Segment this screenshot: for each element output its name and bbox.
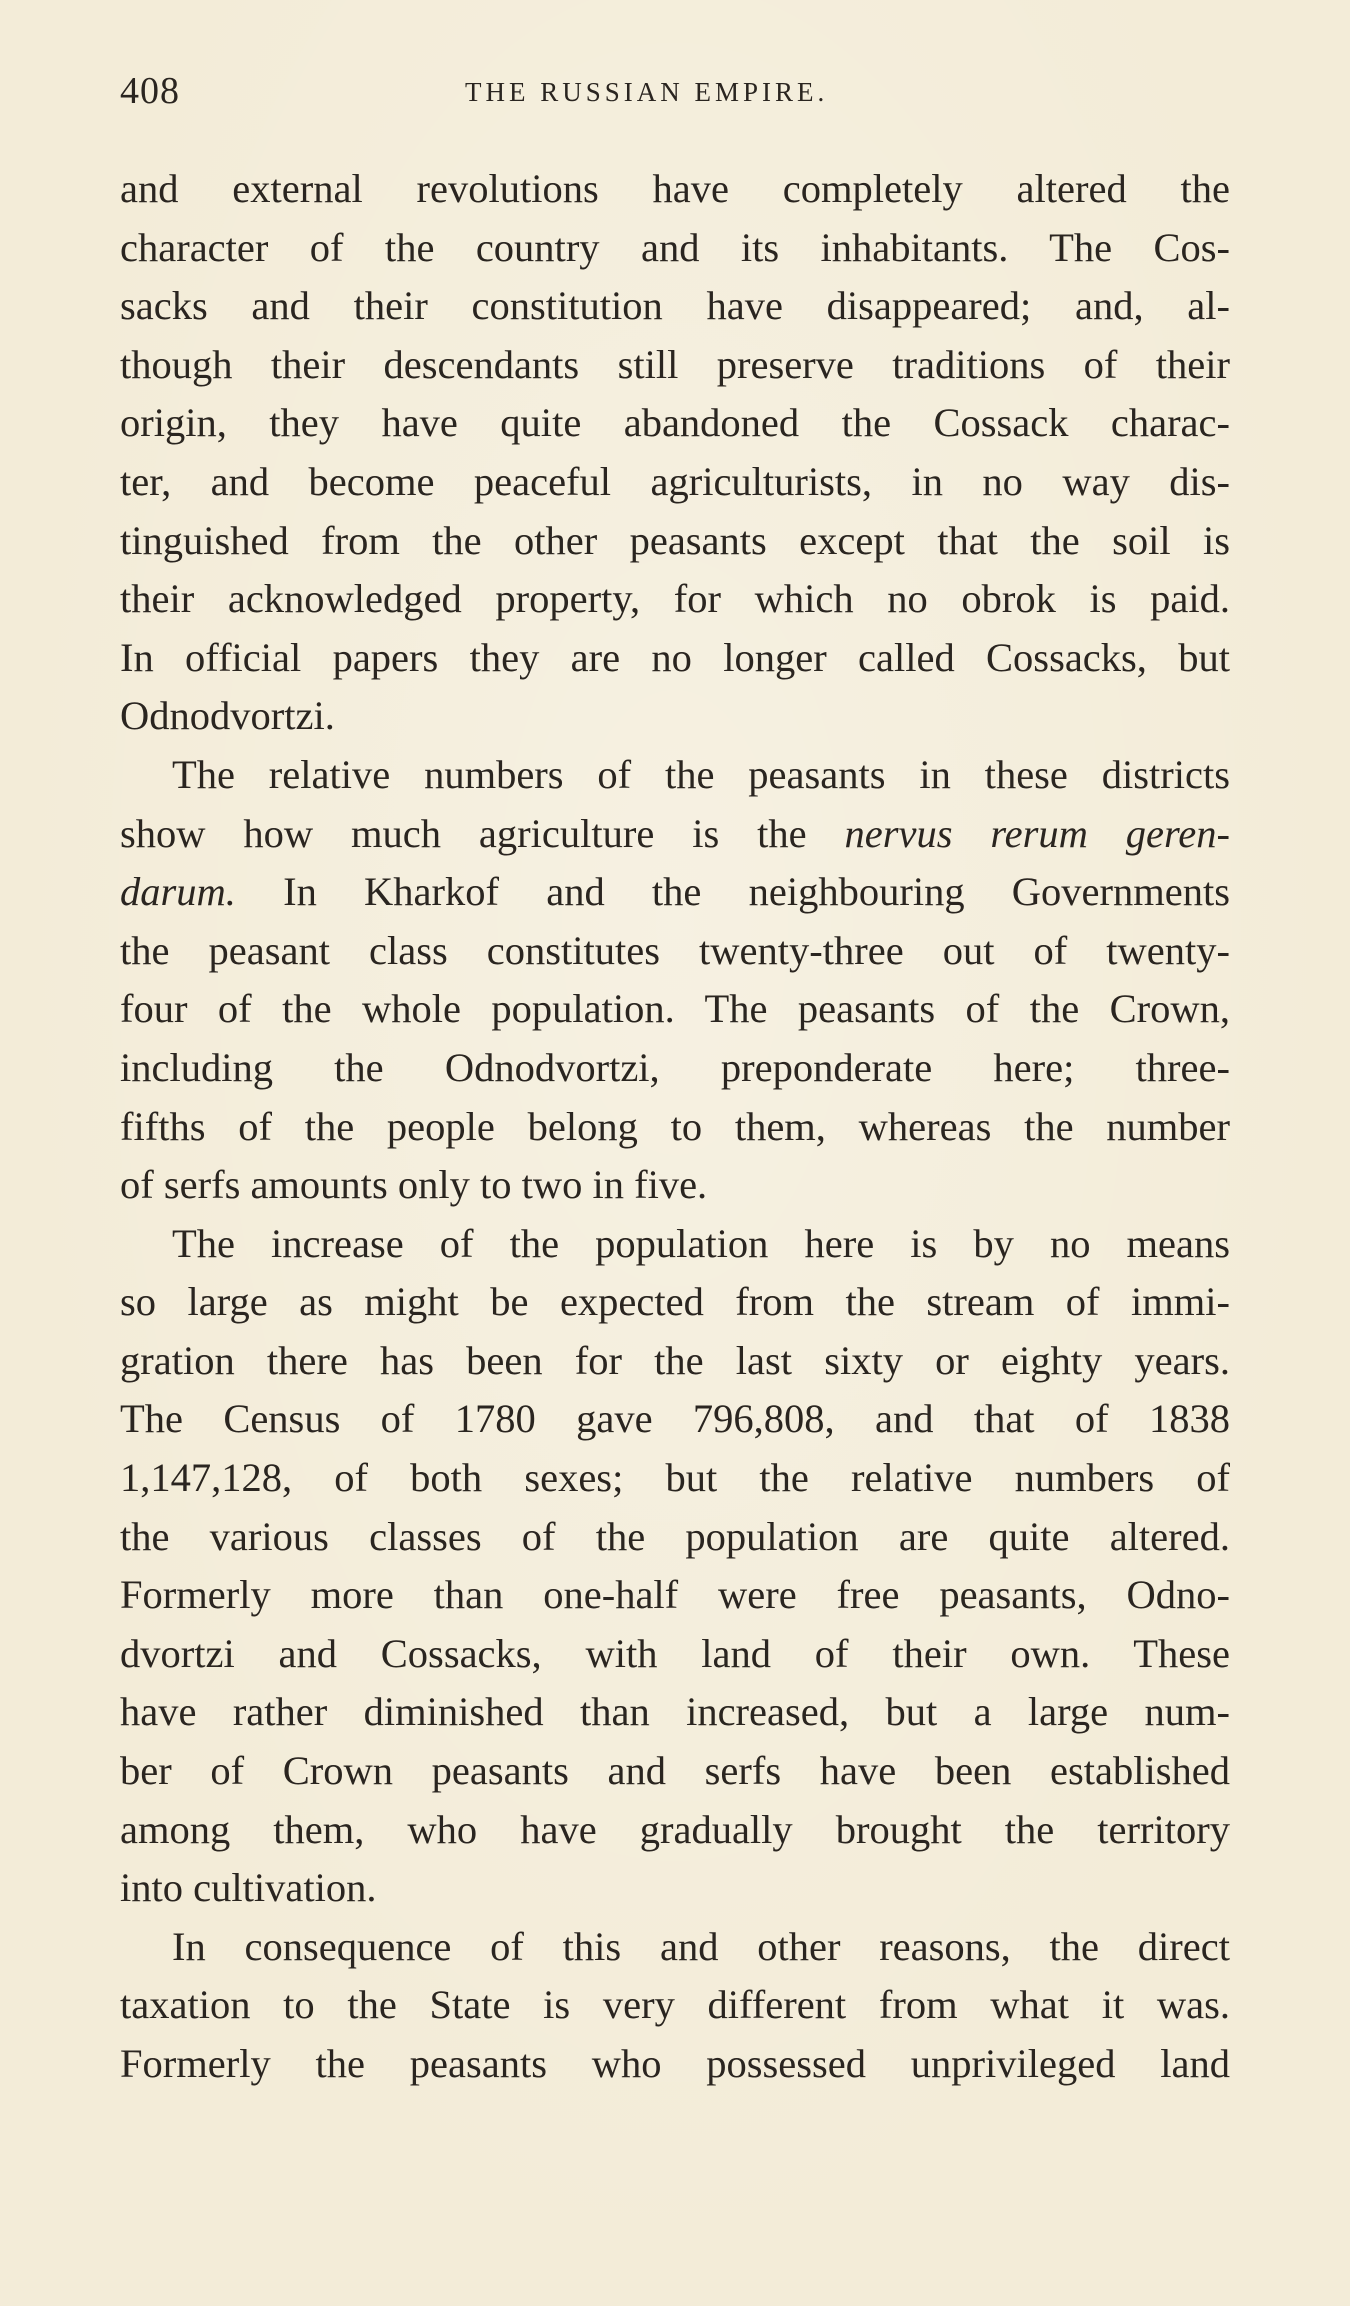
- paragraph-3: [120, 1215, 1230, 1918]
- text-line: the peasant class constitutes twenty-three out of twenty-: [120, 927, 1230, 973]
- text-line: tinguished from the other peasants except that the soil is: [120, 517, 1230, 563]
- page-header: [120, 66, 1230, 116]
- body-text: [120, 160, 1230, 2094]
- running-head: THE RUSSIAN EMPIRE.: [465, 77, 829, 107]
- paragraph-1: [120, 160, 1230, 746]
- text-run: In Kharkof and the neighbouring Governments: [235, 869, 1230, 915]
- italic-phrase: darum.: [120, 869, 236, 915]
- text-line: origin, they have quite abandoned the Cossack charac-: [120, 400, 1230, 446]
- text-line: sacks and their constitution have disappeared; and, al-: [120, 283, 1230, 329]
- text-line: into cultivation.: [120, 1865, 377, 1911]
- text-line: Formerly the peasants who possessed unprivileged land: [120, 2041, 1230, 2086]
- text-line: of serfs amounts only to two in five.: [120, 1162, 708, 1208]
- text-line: among them, who have gradually brought the territory: [120, 1806, 1230, 1852]
- text-line: their acknowledged property, for which no obrok is paid.: [120, 576, 1230, 622]
- text-line: Formerly more than one-half were free peasants, Odno-: [120, 1572, 1230, 1618]
- italic-phrase: nervus rerum geren-: [844, 810, 1230, 856]
- text-line: In official papers they are no longer called Cossacks, but: [120, 634, 1230, 680]
- text-line: including the Odnodvortzi, preponderate here; three-: [120, 1044, 1230, 1090]
- text-line: 1,147,128, of both sexes; but the relative numbers of: [120, 1455, 1230, 1501]
- text-line: character of the country and its inhabitants. The Cos-: [120, 224, 1230, 270]
- paragraph-2: [120, 746, 1230, 1215]
- text-line: In consequence of this and other reasons, the direct: [172, 1923, 1230, 1969]
- paragraph-4: [120, 1918, 1230, 2094]
- page-number: 408: [120, 70, 180, 112]
- text-line-mixed: [120, 863, 1230, 922]
- text-line: The Census of 1780 gave 796,808, and that of 1838: [120, 1396, 1230, 1442]
- text-line: though their descendants still preserve traditions of their: [120, 341, 1230, 387]
- text-line: ber of Crown peasants and serfs have been established: [120, 1748, 1230, 1794]
- text-line: Odnodvortzi.: [120, 693, 335, 739]
- text-line: and external revolutions have completely altered the: [120, 166, 1230, 211]
- text-line: gration there has been for the last sixty or eighty years.: [120, 1337, 1230, 1383]
- text-line: The increase of the population here is by no means: [172, 1220, 1230, 1266]
- text-line: the various classes of the population are quite altered.: [120, 1513, 1230, 1559]
- text-line: fifths of the people belong to them, whereas the number: [120, 1103, 1230, 1149]
- text-line: have rather diminished than increased, but a large num-: [120, 1689, 1230, 1735]
- text-line: taxation to the State is very different from what it was.: [120, 1982, 1230, 2028]
- text-line: ter, and become peaceful agriculturists, in no way dis-: [120, 458, 1230, 504]
- text-line: so large as might be expected from the stream of immi-: [120, 1279, 1230, 1325]
- text-line: dvortzi and Cossacks, with land of their own. These: [120, 1630, 1230, 1676]
- text-run: show how much agriculture is the: [120, 810, 845, 856]
- text-line-mixed: [120, 805, 1230, 864]
- text-line: four of the whole population. The peasants of the Crown,: [120, 986, 1230, 1032]
- text-line: The relative numbers of the peasants in these districts: [172, 751, 1230, 797]
